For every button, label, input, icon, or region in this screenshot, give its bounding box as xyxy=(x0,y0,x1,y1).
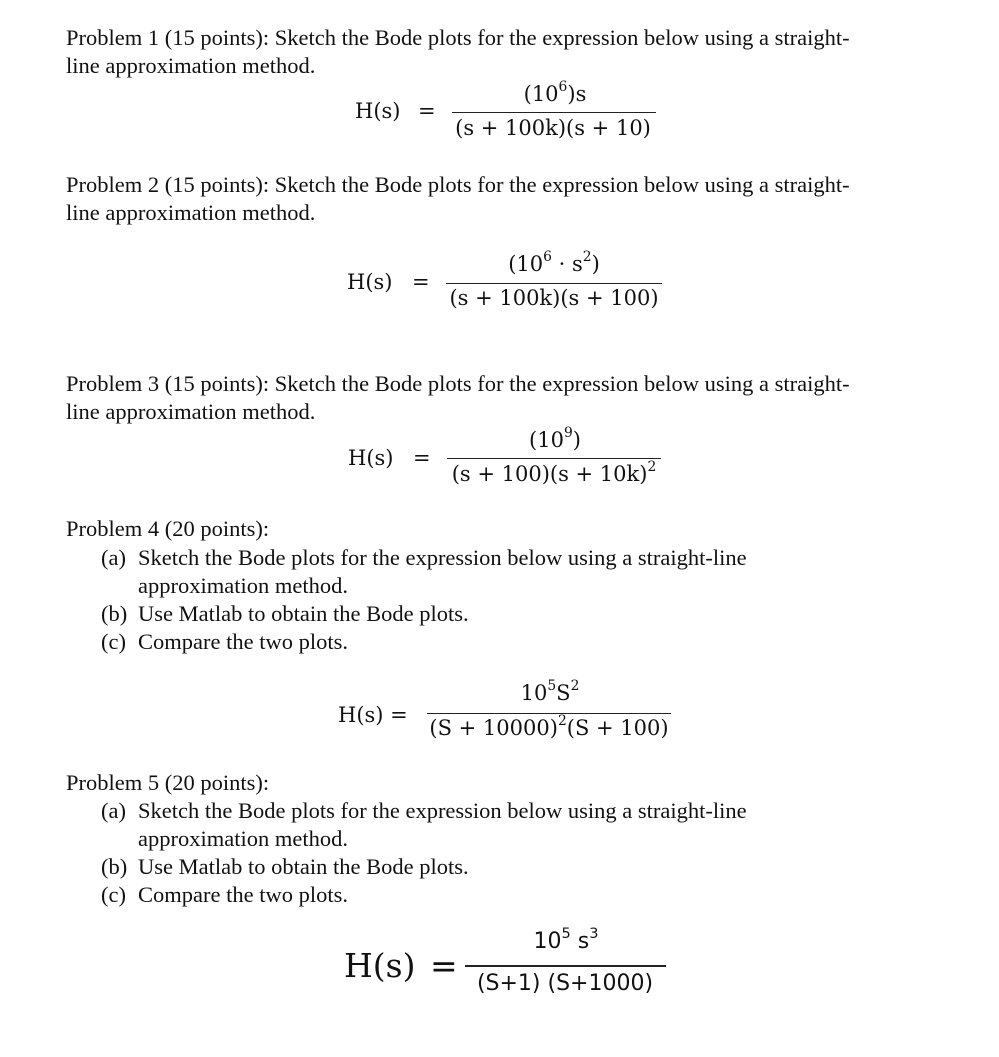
eq3-numerator: $(10^9)$ xyxy=(529,424,581,452)
item-label: (b) xyxy=(101,601,128,626)
eq2-numerator: $(10^6 \cdot s^2)$ xyxy=(508,248,600,276)
eq5-fraction-bar xyxy=(465,965,666,967)
problem-5-title: Problem 5 (20 points): xyxy=(66,770,270,795)
problem-2-line-2: line approximation method. xyxy=(66,200,316,225)
problem-4-title: Problem 4 (20 points): xyxy=(66,516,270,541)
eq5-lhs: H(s) xyxy=(344,946,416,985)
eq1-lhs: H(s) xyxy=(355,99,401,123)
problem-4-item-a-line-2: approximation method. xyxy=(138,573,348,598)
item-text: Sketch the Bode plots for the expression below using a straight-line xyxy=(138,545,747,570)
problem-2-line-1: Problem 2 (15 points): Sketch the Bode plots for the expression below using a straight- xyxy=(66,172,850,197)
problem-5-item-c xyxy=(101,881,348,910)
problem-3-line-1: Problem 3 (15 points): Sketch the Bode plots for the expression below using a straight- xyxy=(66,371,850,396)
item-text: Compare the two plots. xyxy=(138,629,348,654)
item-label: (c) xyxy=(101,882,126,907)
eq2-lhs: H(s) xyxy=(347,270,393,294)
problem-4-item-b xyxy=(101,600,469,629)
item-text: Compare the two plots. xyxy=(138,882,348,907)
problem-1-line-1: Problem 1 (15 points): Sketch the Bode plots for the expression below using a straight- xyxy=(66,25,850,50)
eq4-numerator: $10^5S^2$ xyxy=(520,677,580,705)
problem-1-line-2: line approximation method. xyxy=(66,53,316,78)
problem-3-line-2: line approximation method. xyxy=(66,399,316,424)
eq5-equals: = xyxy=(430,946,458,985)
item-text: Use Matlab to obtain the Bode plots. xyxy=(138,854,469,879)
eq2-fraction-bar xyxy=(446,283,662,284)
item-text: Sketch the Bode plots for the expression below using a straight-line xyxy=(138,798,747,823)
eq1-denominator: (s + 100k)(s + 10) xyxy=(455,116,651,140)
eq4-lhs: H(s) = xyxy=(338,703,408,727)
eq2-denominator: (s + 100k)(s + 100) xyxy=(449,286,659,310)
eq3-fraction-bar xyxy=(447,458,661,459)
eq4-fraction-bar xyxy=(427,713,671,714)
item-label: (c) xyxy=(101,629,126,654)
eq1-equals: = xyxy=(418,99,436,123)
eq3-equals: = xyxy=(413,446,431,470)
eq5-numerator: $10^5$ $s^3$ xyxy=(533,925,599,954)
eq5-denominator: (S+1) (S+1000) xyxy=(476,971,654,996)
eq2-equals: = xyxy=(412,270,430,294)
item-label: (a) xyxy=(101,798,126,823)
problem-5-item-a-line-2: approximation method. xyxy=(138,826,348,851)
problem-4-item-c xyxy=(101,628,348,657)
eq1-fraction-bar xyxy=(452,112,656,113)
item-label: (b) xyxy=(101,854,128,879)
item-text: Use Matlab to obtain the Bode plots. xyxy=(138,601,469,626)
problem-5-item-b xyxy=(101,853,469,882)
eq4-denominator: $(S + 10000)^2(S + 100)$ xyxy=(429,712,669,740)
problem-5-item-a xyxy=(101,797,747,826)
problem-4-item-a xyxy=(101,544,747,573)
eq1-numerator: $(10^6)s$ xyxy=(523,78,587,106)
item-label: (a) xyxy=(101,545,126,570)
eq3-denominator: $(s + 100)(s + 10k)^2$ xyxy=(451,458,657,486)
eq3-lhs: H(s) xyxy=(348,446,394,470)
